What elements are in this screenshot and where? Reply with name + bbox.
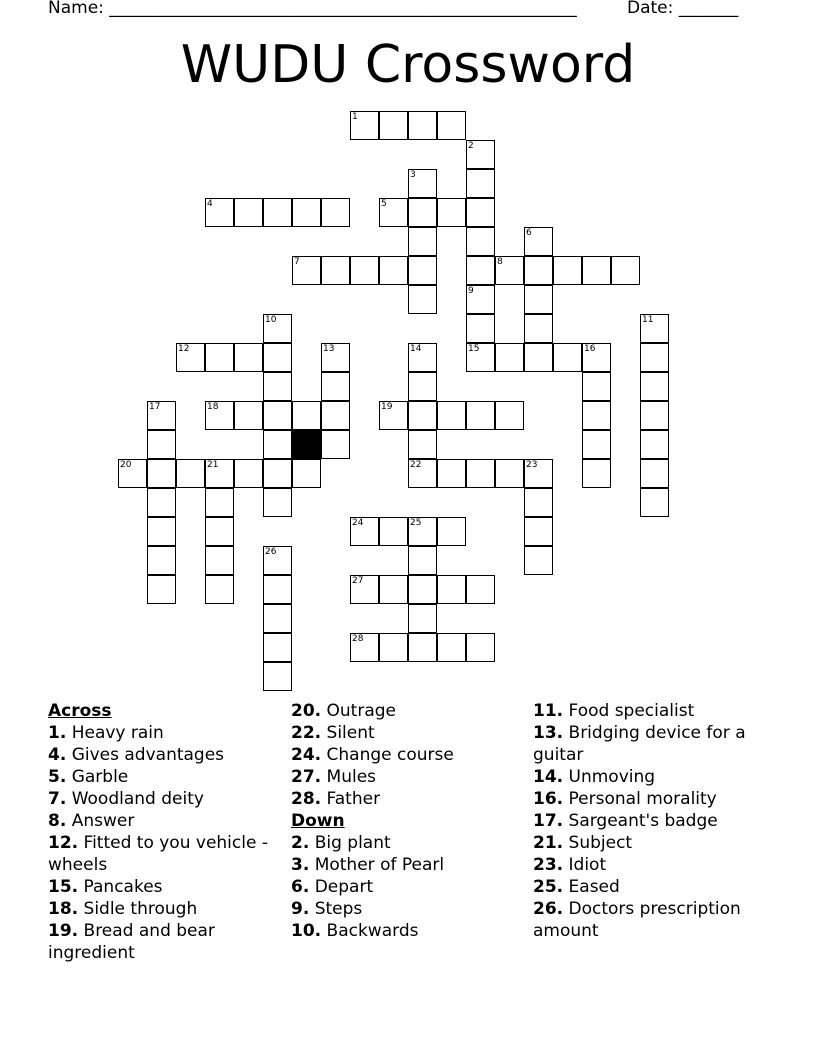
grid-cell[interactable] bbox=[640, 343, 669, 372]
cell-number: 7 bbox=[294, 257, 300, 267]
grid-cell[interactable] bbox=[437, 111, 466, 140]
grid-cell[interactable] bbox=[466, 459, 495, 488]
clue-number: 21. bbox=[533, 833, 564, 853]
clue-number: 23. bbox=[533, 855, 564, 875]
grid-cell[interactable] bbox=[408, 517, 437, 546]
grid-cell[interactable] bbox=[379, 633, 408, 662]
grid-cell[interactable] bbox=[292, 256, 321, 285]
grid-cell[interactable] bbox=[292, 401, 321, 430]
grid-cell[interactable] bbox=[495, 459, 524, 488]
cell-number: 2 bbox=[468, 141, 474, 151]
grid-cell[interactable] bbox=[640, 314, 669, 343]
grid-cell[interactable] bbox=[205, 459, 234, 488]
grid-cell[interactable] bbox=[408, 604, 437, 633]
clue-number: 17. bbox=[533, 811, 564, 831]
grid-cell[interactable] bbox=[263, 430, 292, 459]
grid-cell[interactable] bbox=[408, 459, 437, 488]
grid-cell[interactable] bbox=[263, 372, 292, 401]
cell-number: 22 bbox=[410, 460, 422, 470]
down-heading: Down bbox=[291, 811, 345, 831]
page-title: WUDU Crossword bbox=[180, 35, 636, 95]
clue-number: 9. bbox=[291, 899, 310, 919]
grid-cell[interactable] bbox=[437, 401, 466, 430]
grid-cell[interactable] bbox=[205, 198, 234, 227]
clue-text: Bread and bear ingredient bbox=[48, 921, 215, 963]
grid-cell[interactable] bbox=[466, 285, 495, 314]
grid-cell[interactable] bbox=[466, 256, 495, 285]
clue-item bbox=[48, 766, 283, 788]
grid-cell[interactable] bbox=[147, 459, 176, 488]
grid-cell[interactable] bbox=[234, 459, 263, 488]
grid-cell[interactable] bbox=[379, 401, 408, 430]
grid-cell[interactable] bbox=[582, 256, 611, 285]
clue-item bbox=[291, 744, 526, 766]
grid-cell[interactable] bbox=[379, 111, 408, 140]
grid-cell[interactable] bbox=[176, 459, 205, 488]
clue-text: Personal morality bbox=[568, 789, 717, 809]
grid-cell[interactable] bbox=[147, 546, 176, 575]
grid-cell[interactable] bbox=[263, 488, 292, 517]
clue-text: Unmoving bbox=[568, 767, 656, 787]
grid-cell[interactable] bbox=[466, 169, 495, 198]
grid-cell[interactable] bbox=[321, 256, 350, 285]
cell-number: 16 bbox=[584, 344, 596, 354]
grid-cell[interactable] bbox=[408, 198, 437, 227]
cell-number: 19 bbox=[381, 402, 393, 412]
grid-cell[interactable] bbox=[524, 256, 553, 285]
cell-number: 11 bbox=[642, 315, 654, 325]
grid-cell[interactable] bbox=[524, 546, 553, 575]
grid-cell[interactable] bbox=[466, 401, 495, 430]
grid-cell[interactable] bbox=[408, 430, 437, 459]
grid-cell[interactable] bbox=[437, 198, 466, 227]
date-line: Date: _______ bbox=[627, 0, 739, 18]
clue-number: 28. bbox=[291, 789, 322, 809]
clue-text: Backwards bbox=[326, 921, 419, 941]
clue-item bbox=[533, 876, 763, 898]
clue-text: Garble bbox=[71, 767, 129, 787]
clue-item bbox=[533, 722, 763, 766]
cell-number: 27 bbox=[352, 576, 364, 586]
cell-number: 28 bbox=[352, 634, 364, 644]
clue-item bbox=[291, 854, 526, 876]
grid-cell[interactable] bbox=[524, 488, 553, 517]
grid-cell[interactable] bbox=[147, 430, 176, 459]
clue-number: 24. bbox=[291, 745, 322, 765]
grid-cell[interactable] bbox=[205, 401, 234, 430]
grid-cell[interactable] bbox=[350, 111, 379, 140]
clue-text: Subject bbox=[568, 833, 633, 853]
clue-number: 7. bbox=[48, 789, 67, 809]
clue-number: 26. bbox=[533, 899, 564, 919]
grid-cell[interactable] bbox=[466, 140, 495, 169]
grid-cell[interactable] bbox=[147, 488, 176, 517]
grid-cell[interactable] bbox=[379, 256, 408, 285]
clue-text: Father bbox=[326, 789, 381, 809]
clue-item bbox=[291, 722, 526, 744]
clue-column-2 bbox=[291, 700, 526, 942]
cell-number: 23 bbox=[526, 460, 538, 470]
cell-number: 15 bbox=[468, 344, 480, 354]
grid-cell[interactable] bbox=[408, 227, 437, 256]
clue-column-1 bbox=[48, 700, 283, 964]
cell-number: 8 bbox=[497, 257, 503, 267]
clue-item bbox=[533, 788, 763, 810]
grid-cell[interactable] bbox=[263, 662, 292, 691]
grid-cell[interactable] bbox=[205, 343, 234, 372]
grid-cell[interactable] bbox=[379, 517, 408, 546]
clue-text: Woodland deity bbox=[71, 789, 204, 809]
clue-number: 22. bbox=[291, 723, 322, 743]
cell-number: 24 bbox=[352, 518, 364, 528]
clue-text: Answer bbox=[71, 811, 135, 831]
cell-number: 18 bbox=[207, 402, 219, 412]
clue-text: Silent bbox=[326, 723, 375, 743]
clue-text: Gives advantages bbox=[71, 745, 225, 765]
black-square bbox=[292, 430, 321, 459]
grid-cell[interactable] bbox=[234, 343, 263, 372]
cell-number: 13 bbox=[323, 344, 335, 354]
grid-cell[interactable] bbox=[408, 169, 437, 198]
clue-item bbox=[48, 810, 283, 832]
grid-cell[interactable] bbox=[234, 401, 263, 430]
clue-item bbox=[48, 788, 283, 810]
grid-cell[interactable] bbox=[408, 546, 437, 575]
clue-text: Fitted to you vehicle - wheels bbox=[48, 833, 268, 875]
clue-number: 19. bbox=[48, 921, 79, 941]
clue-text: Change course bbox=[326, 745, 454, 765]
clue-text: Sargeant's badge bbox=[568, 811, 718, 831]
clue-item bbox=[291, 898, 526, 920]
clue-number: 18. bbox=[48, 899, 79, 919]
clue-number: 5. bbox=[48, 767, 67, 787]
clue-text: Heavy rain bbox=[71, 723, 164, 743]
grid-cell[interactable] bbox=[263, 401, 292, 430]
clue-number: 10. bbox=[291, 921, 322, 941]
grid-cell[interactable] bbox=[321, 430, 350, 459]
cell-number: 3 bbox=[410, 170, 416, 180]
clue-item bbox=[291, 766, 526, 788]
clue-item bbox=[291, 700, 526, 722]
clue-text: Sidle through bbox=[83, 899, 198, 919]
clue-item bbox=[291, 832, 526, 854]
grid-cell[interactable] bbox=[437, 459, 466, 488]
cell-number: 12 bbox=[178, 344, 190, 354]
grid-cell[interactable] bbox=[553, 343, 582, 372]
clue-number: 13. bbox=[533, 723, 564, 743]
clue-item bbox=[291, 920, 526, 942]
clue-number: 8. bbox=[48, 811, 67, 831]
grid-cell[interactable] bbox=[437, 633, 466, 662]
grid-cell[interactable] bbox=[495, 256, 524, 285]
cell-number: 17 bbox=[149, 402, 161, 412]
clue-number: 25. bbox=[533, 877, 564, 897]
grid-cell[interactable] bbox=[408, 111, 437, 140]
grid-cell[interactable] bbox=[408, 575, 437, 604]
grid-cell[interactable] bbox=[321, 372, 350, 401]
grid-cell[interactable] bbox=[524, 227, 553, 256]
grid-cell[interactable] bbox=[466, 227, 495, 256]
cell-number: 1 bbox=[352, 112, 358, 122]
grid-cell[interactable] bbox=[437, 575, 466, 604]
grid-cell[interactable] bbox=[582, 459, 611, 488]
grid-cell[interactable] bbox=[263, 575, 292, 604]
cell-number: 20 bbox=[120, 460, 132, 470]
grid-cell[interactable] bbox=[350, 256, 379, 285]
grid-cell[interactable] bbox=[466, 575, 495, 604]
cell-number: 6 bbox=[526, 228, 532, 238]
grid-cell[interactable] bbox=[582, 430, 611, 459]
grid-cell[interactable] bbox=[350, 633, 379, 662]
grid-cell[interactable] bbox=[495, 401, 524, 430]
cell-number: 21 bbox=[207, 460, 219, 470]
clue-text: Food specialist bbox=[568, 701, 695, 721]
across-heading: Across bbox=[48, 701, 112, 721]
grid-cell[interactable] bbox=[408, 256, 437, 285]
grid-cell[interactable] bbox=[263, 633, 292, 662]
clue-text: Eased bbox=[568, 877, 620, 897]
grid-cell[interactable] bbox=[582, 372, 611, 401]
grid-cell[interactable] bbox=[524, 517, 553, 546]
grid-cell[interactable] bbox=[553, 256, 582, 285]
grid-cell[interactable] bbox=[205, 488, 234, 517]
grid-cell[interactable] bbox=[118, 459, 147, 488]
grid-cell[interactable] bbox=[205, 517, 234, 546]
clue-text: Idiot bbox=[568, 855, 607, 875]
clue-number: 14. bbox=[533, 767, 564, 787]
grid-cell[interactable] bbox=[582, 343, 611, 372]
grid-cell[interactable] bbox=[263, 459, 292, 488]
clue-item bbox=[533, 832, 763, 854]
grid-cell[interactable] bbox=[379, 198, 408, 227]
clue-item bbox=[533, 854, 763, 876]
grid-cell[interactable] bbox=[321, 401, 350, 430]
grid-cell[interactable] bbox=[495, 343, 524, 372]
cell-number: 5 bbox=[381, 199, 387, 209]
clue-item bbox=[48, 722, 283, 744]
grid-cell[interactable] bbox=[350, 517, 379, 546]
clue-item bbox=[533, 898, 763, 942]
clue-item bbox=[48, 744, 283, 766]
clue-item bbox=[48, 898, 283, 920]
grid-cell[interactable] bbox=[408, 285, 437, 314]
cell-number: 26 bbox=[265, 547, 277, 557]
clue-text: Mother of Pearl bbox=[314, 855, 445, 875]
grid-cell[interactable] bbox=[263, 198, 292, 227]
grid-cell[interactable] bbox=[205, 546, 234, 575]
cell-number: 9 bbox=[468, 286, 474, 296]
grid-cell[interactable] bbox=[466, 314, 495, 343]
clue-item bbox=[533, 810, 763, 832]
grid-cell[interactable] bbox=[408, 372, 437, 401]
grid-cell[interactable] bbox=[234, 198, 263, 227]
grid-cell[interactable] bbox=[640, 488, 669, 517]
grid-cell[interactable] bbox=[292, 198, 321, 227]
grid-cell[interactable] bbox=[437, 517, 466, 546]
grid-cell[interactable] bbox=[524, 343, 553, 372]
cell-number: 14 bbox=[410, 344, 422, 354]
grid-cell[interactable] bbox=[408, 401, 437, 430]
clue-number: 6. bbox=[291, 877, 310, 897]
clue-number: 1. bbox=[48, 723, 67, 743]
clue-item bbox=[48, 832, 283, 876]
grid-cell[interactable] bbox=[640, 401, 669, 430]
clue-number: 3. bbox=[291, 855, 310, 875]
grid-cell[interactable] bbox=[640, 372, 669, 401]
clue-column-3 bbox=[533, 700, 763, 942]
grid-cell[interactable] bbox=[524, 314, 553, 343]
grid-cell[interactable] bbox=[147, 575, 176, 604]
grid-cell[interactable] bbox=[205, 575, 234, 604]
grid-cell[interactable] bbox=[408, 633, 437, 662]
clue-item bbox=[48, 876, 283, 898]
clue-number: 16. bbox=[533, 789, 564, 809]
grid-cell[interactable] bbox=[466, 633, 495, 662]
grid-cell[interactable] bbox=[292, 459, 321, 488]
grid-cell[interactable] bbox=[466, 343, 495, 372]
grid-cell[interactable] bbox=[466, 198, 495, 227]
clue-item bbox=[533, 700, 763, 722]
clue-text: Bridging device for a guitar bbox=[533, 723, 746, 765]
grid-cell[interactable] bbox=[263, 604, 292, 633]
clue-text: Depart bbox=[314, 877, 374, 897]
grid-cell[interactable] bbox=[176, 343, 205, 372]
clue-number: 20. bbox=[291, 701, 322, 721]
clue-item bbox=[291, 788, 526, 810]
clue-text: Outrage bbox=[326, 701, 397, 721]
grid-cell[interactable] bbox=[524, 459, 553, 488]
grid-cell[interactable] bbox=[524, 285, 553, 314]
clue-item bbox=[48, 920, 283, 964]
clue-number: 4. bbox=[48, 745, 67, 765]
grid-cell[interactable] bbox=[321, 198, 350, 227]
clue-text: Steps bbox=[314, 899, 363, 919]
name-line: Name: _______________________________________________________ bbox=[48, 0, 577, 18]
grid-cell[interactable] bbox=[147, 401, 176, 430]
grid-cell[interactable] bbox=[263, 343, 292, 372]
grid-cell[interactable] bbox=[263, 314, 292, 343]
grid-cell[interactable] bbox=[263, 546, 292, 575]
clue-number: 12. bbox=[48, 833, 79, 853]
clue-text: Mules bbox=[326, 767, 377, 787]
clue-text: Doctors prescription amount bbox=[533, 899, 741, 941]
clue-number: 15. bbox=[48, 877, 79, 897]
grid-cell[interactable] bbox=[147, 517, 176, 546]
grid-cell[interactable] bbox=[611, 256, 640, 285]
clue-text: Pancakes bbox=[83, 877, 163, 897]
grid-cell[interactable] bbox=[640, 430, 669, 459]
grid-cell[interactable] bbox=[350, 575, 379, 604]
grid-cell[interactable] bbox=[321, 343, 350, 372]
clue-item bbox=[291, 876, 526, 898]
grid-cell[interactable] bbox=[379, 575, 408, 604]
grid-cell[interactable] bbox=[408, 343, 437, 372]
clue-item bbox=[533, 766, 763, 788]
grid-cell[interactable] bbox=[582, 401, 611, 430]
clue-text: Big plant bbox=[314, 833, 391, 853]
clue-number: 11. bbox=[533, 701, 564, 721]
clue-number: 27. bbox=[291, 767, 322, 787]
cell-number: 25 bbox=[410, 518, 422, 528]
clue-number: 2. bbox=[291, 833, 310, 853]
cell-number: 4 bbox=[207, 199, 213, 209]
cell-number: 10 bbox=[265, 315, 277, 325]
grid-cell[interactable] bbox=[640, 459, 669, 488]
